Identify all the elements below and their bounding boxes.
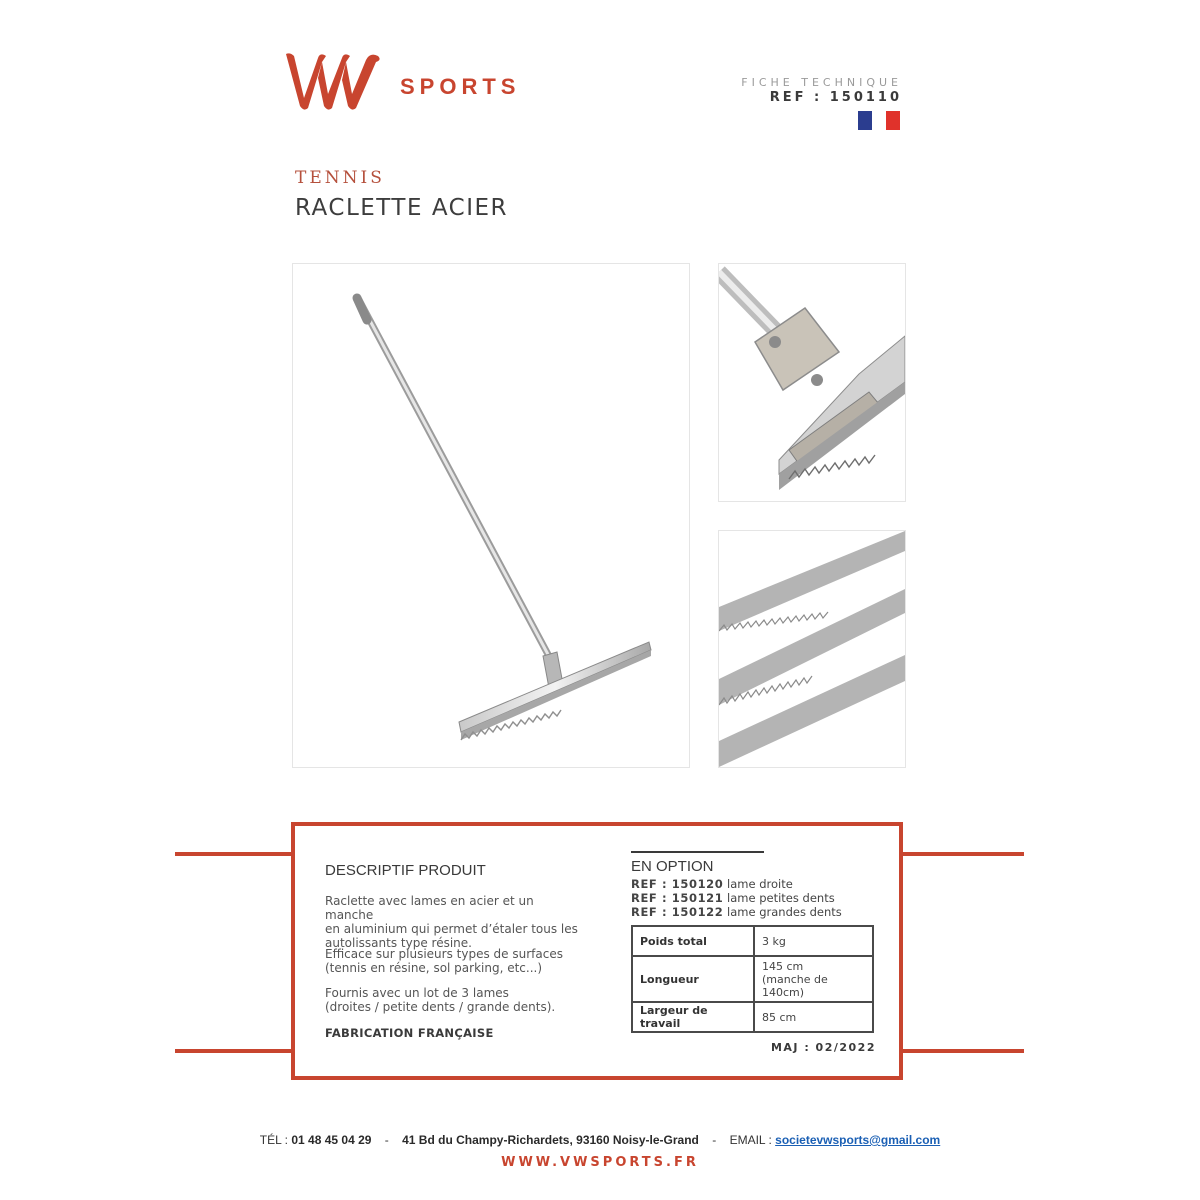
decorative-line-right-top bbox=[903, 852, 1024, 856]
blades-set-illustration bbox=[719, 531, 905, 767]
table-row bbox=[632, 926, 873, 956]
table-row bbox=[632, 956, 873, 1002]
email-link[interactable]: societevwsports@gmail.com bbox=[775, 1133, 941, 1147]
description-line: Efficace sur plusieurs types de surfaces bbox=[325, 947, 563, 961]
footer-contact bbox=[0, 1133, 1200, 1147]
flag-stripe-white bbox=[872, 111, 886, 130]
product-photo-detail bbox=[718, 263, 906, 502]
update-date: MAJ : 02/2022 bbox=[770, 1041, 876, 1054]
description-line: en aluminium qui permet d’étaler tous les bbox=[325, 922, 578, 936]
document-type: FICHE TECHNIQUE bbox=[741, 76, 902, 89]
decorative-line-left-top bbox=[175, 852, 291, 856]
spec-key: Longueur bbox=[632, 956, 754, 1002]
spec-value bbox=[754, 956, 873, 1002]
description-paragraph-3 bbox=[325, 986, 585, 1014]
option-item bbox=[631, 891, 835, 905]
option-label: lame droite bbox=[727, 877, 793, 891]
options-divider bbox=[631, 851, 764, 853]
description-title: DESCRIPTIF PRODUIT bbox=[325, 862, 486, 879]
spec-key: Poids total bbox=[632, 926, 754, 956]
specs-table bbox=[631, 925, 874, 1033]
description-paragraph-2 bbox=[325, 947, 585, 975]
decorative-line-left-bottom bbox=[175, 1049, 291, 1053]
tel-label: TÉL : bbox=[259, 1133, 288, 1147]
description-line: autolissants type résine. bbox=[325, 936, 472, 950]
product-title: RACLETTE ACIER bbox=[295, 195, 509, 221]
decorative-line-right-bottom bbox=[903, 1049, 1024, 1053]
website-link[interactable]: WWW.VWSPORTS.FR bbox=[501, 1155, 699, 1170]
spec-value bbox=[754, 1002, 873, 1032]
option-item bbox=[631, 905, 842, 919]
separator: - bbox=[384, 1133, 389, 1147]
flag-stripe-red bbox=[886, 111, 900, 130]
product-photo-blades bbox=[718, 530, 906, 768]
spec-value-line: (manche de 140cm) bbox=[762, 972, 828, 999]
description-paragraph-1 bbox=[325, 894, 585, 950]
description-line: (tennis en résine, sol parking, etc...) bbox=[325, 961, 543, 975]
description-line: (droites / petite dents / grande dents). bbox=[325, 1000, 556, 1014]
option-item bbox=[631, 877, 793, 891]
product-category: TENNIS bbox=[295, 168, 385, 188]
flag-stripe-blue bbox=[858, 111, 872, 130]
bracket-detail-illustration bbox=[719, 264, 905, 501]
product-photo-main bbox=[292, 263, 690, 768]
made-in-label: FABRICATION FRANÇAISE bbox=[325, 1026, 494, 1040]
option-label: lame petites dents bbox=[727, 891, 835, 905]
phone-number[interactable]: 01 48 45 04 29 bbox=[291, 1133, 372, 1147]
spec-value bbox=[754, 926, 873, 956]
options-title: EN OPTION bbox=[631, 858, 714, 875]
brand-logo bbox=[282, 48, 522, 114]
option-ref: REF : 150122 bbox=[631, 905, 724, 919]
option-ref: REF : 150120 bbox=[631, 877, 724, 891]
option-label: lame grandes dents bbox=[727, 905, 842, 919]
spec-key: Largeur de travail bbox=[632, 1002, 754, 1032]
description-line: Fournis avec un lot de 3 lames bbox=[325, 986, 509, 1000]
french-flag-icon bbox=[858, 111, 900, 130]
brand-name: SPORTS bbox=[400, 74, 521, 99]
option-ref: REF : 150121 bbox=[631, 891, 724, 905]
email-label: EMAIL : bbox=[729, 1133, 772, 1147]
squeegee-illustration bbox=[293, 264, 689, 767]
spec-value-line: 85 cm bbox=[762, 1010, 797, 1024]
table-row bbox=[632, 1002, 873, 1032]
spec-value-line: 3 kg bbox=[762, 934, 786, 948]
address: 41 Bd du Champy-Richardets, 93160 Noisy-le-Grand bbox=[402, 1133, 699, 1147]
separator: - bbox=[712, 1133, 717, 1147]
description-line: Raclette avec lames en acier et un manche bbox=[325, 894, 534, 922]
product-reference: REF : 150110 bbox=[769, 90, 902, 105]
vw-logo-mark-icon bbox=[282, 48, 392, 114]
spec-value-line: 145 cm bbox=[762, 959, 804, 973]
